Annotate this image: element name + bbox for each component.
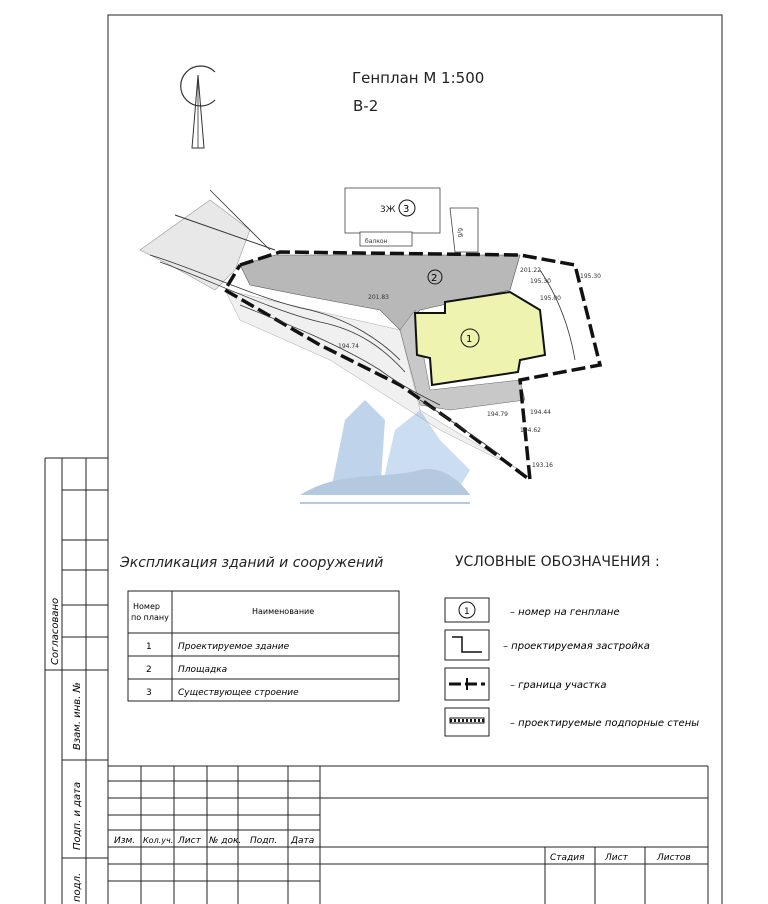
label-building-1: 1 bbox=[466, 334, 473, 345]
elevation-mark: 193.16 bbox=[532, 462, 553, 469]
label-shed: б/б bbox=[456, 228, 463, 238]
label-balcony: балкон bbox=[365, 238, 388, 245]
stamp-col-label: Дата bbox=[291, 836, 315, 846]
stamp-col-label: Подп. bbox=[250, 836, 278, 846]
svg-text:по плану: по плану bbox=[131, 613, 169, 622]
explication-header-num: Номер bbox=[133, 602, 160, 611]
stamp-col-label: Стадия bbox=[550, 853, 585, 863]
legend-number-icon: 1 bbox=[464, 607, 470, 617]
stamp-col-label: Изм. bbox=[114, 836, 136, 846]
elevation-mark: 195.30 bbox=[580, 273, 601, 280]
stamp-col-label: Лист bbox=[178, 836, 201, 846]
elevation-mark: 194.62 bbox=[520, 427, 541, 434]
side-label-inv-replace: Взам. инв. № bbox=[72, 682, 83, 750]
side-label-agreed: Согласовано bbox=[50, 597, 61, 665]
north-arrow-icon bbox=[181, 66, 215, 148]
left-margin-stamp bbox=[45, 458, 108, 904]
elevation-mark: 194.79 bbox=[487, 411, 508, 418]
table-row-name: Площадка bbox=[178, 665, 228, 675]
legend-title: УСЛОВНЫЕ ОБОЗНАЧЕНИЯ : bbox=[455, 554, 660, 570]
legend-item: – номер на генплане bbox=[510, 607, 620, 618]
elevation-mark: 195.00 bbox=[540, 295, 561, 302]
plan-code: В-2 bbox=[353, 97, 379, 115]
explication-table bbox=[128, 591, 399, 701]
title-block bbox=[108, 766, 708, 904]
legend-item: – граница участка bbox=[510, 680, 607, 691]
elevation-mark: 195.30 bbox=[530, 278, 551, 285]
label-site-2: 2 bbox=[431, 273, 438, 284]
legend-item: – проектируемая застройка bbox=[503, 641, 650, 652]
stamp-col-label: Листов bbox=[657, 853, 691, 863]
stamp-col-label: Кол.уч. bbox=[143, 836, 174, 845]
table-row-name: Существующее строение bbox=[178, 688, 299, 698]
label-existing-3: 3 bbox=[403, 204, 410, 215]
table-row-num: 2 bbox=[146, 665, 152, 675]
side-label-sign-date: Подп. и дата bbox=[72, 781, 83, 850]
table-row-num: 1 bbox=[146, 642, 152, 652]
table-row-name: Проектируемое здание bbox=[178, 642, 290, 652]
legend-item: – проектируемые подпорные стены bbox=[510, 718, 700, 729]
side-label-inv-orig: подл. bbox=[72, 872, 83, 902]
plan-title: Генплан М 1:500 bbox=[352, 69, 485, 87]
elevation-mark: 194.44 bbox=[530, 409, 551, 416]
stamp-col-label: № док. bbox=[209, 836, 242, 846]
elevation-mark: 201.83 bbox=[368, 294, 389, 301]
stamp-col-label: Лист bbox=[605, 853, 628, 863]
legend bbox=[445, 598, 699, 736]
explication-title: Экспликация зданий и сооружений bbox=[120, 555, 384, 571]
table-row-num: 3 bbox=[146, 688, 152, 698]
label-existing-text: 3Ж bbox=[380, 205, 396, 215]
explication-header-name: Наименование bbox=[252, 607, 315, 616]
elevation-mark: 201.22 bbox=[520, 267, 541, 274]
elevation-mark: 194.74 bbox=[338, 343, 359, 350]
